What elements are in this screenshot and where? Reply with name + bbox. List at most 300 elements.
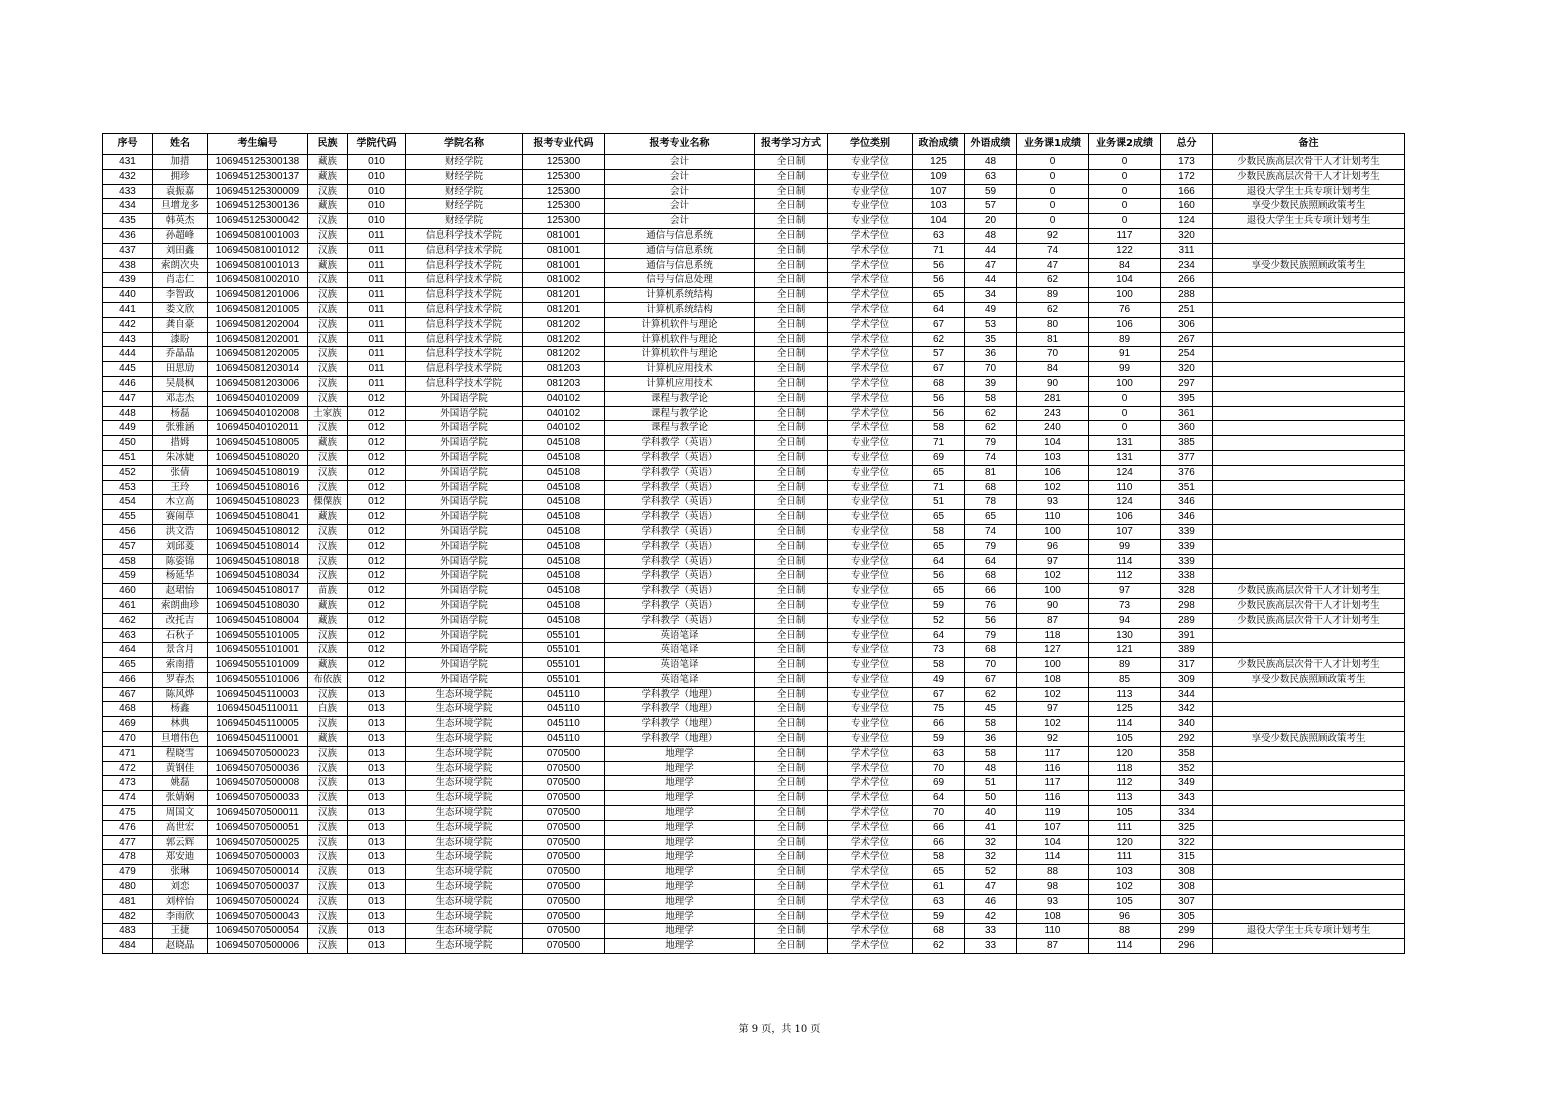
table-cell: 106945081002010 (208, 273, 308, 288)
table-row (103, 273, 1405, 288)
table-cell: 013 (348, 791, 406, 806)
table-cell: 432 (103, 169, 153, 184)
table-cell: 信息科学技术学院 (406, 302, 523, 317)
table-cell: 116 (1017, 761, 1089, 776)
table-cell: 全日制 (755, 332, 828, 347)
table-cell: 106945081202001 (208, 332, 308, 347)
table-cell: 121 (1089, 643, 1161, 658)
table-cell: 070500 (523, 746, 605, 761)
table-cell: 124 (1089, 495, 1161, 510)
table-cell: 96 (1017, 539, 1089, 554)
table-cell: 106945070500036 (208, 761, 308, 776)
table-cell: 107 (1017, 820, 1089, 835)
column-header: 学位类别 (828, 134, 913, 155)
table-cell: 106945070500054 (208, 924, 308, 939)
table-cell: 信息科学技术学院 (406, 258, 523, 273)
table-cell: 87 (1017, 613, 1089, 628)
table-cell: 英语笔译 (605, 643, 755, 658)
table-cell: 68 (913, 376, 965, 391)
table-cell: 59 (913, 909, 965, 924)
table-cell: 85 (1089, 672, 1161, 687)
table-cell: 289 (1161, 613, 1213, 628)
table-cell: 地理学 (605, 939, 755, 954)
table-cell: 281 (1017, 391, 1089, 406)
table-cell: 013 (348, 732, 406, 747)
table-cell: 张倩 (153, 465, 208, 480)
table-cell: 438 (103, 258, 153, 273)
table-cell: 71 (913, 480, 965, 495)
table-cell: 081001 (523, 243, 605, 258)
table-cell: 317 (1161, 658, 1213, 673)
table-cell: 131 (1089, 436, 1161, 451)
table-cell: 全日制 (755, 613, 828, 628)
table-cell: 通信与信息系统 (605, 228, 755, 243)
table-row (103, 672, 1405, 687)
table-cell: 汉族 (308, 865, 348, 880)
table-cell: 白族 (308, 702, 348, 717)
table-cell: 专业学位 (828, 450, 913, 465)
table-cell: 专业学位 (828, 539, 913, 554)
table-cell: 学术学位 (828, 273, 913, 288)
table-cell: 012 (348, 465, 406, 480)
table-cell: 专业学位 (828, 732, 913, 747)
table-cell: 78 (965, 495, 1017, 510)
table-cell: 会计 (605, 155, 755, 170)
table-cell: 112 (1089, 776, 1161, 791)
table-cell: 125 (913, 155, 965, 170)
table-cell: 0 (1089, 155, 1161, 170)
table-cell: 刘梓怡 (153, 894, 208, 909)
table-cell: 081202 (523, 332, 605, 347)
table-cell: 013 (348, 924, 406, 939)
table-cell: 68 (965, 480, 1017, 495)
table-cell: 外国语学院 (406, 436, 523, 451)
table-cell: 财经学院 (406, 184, 523, 199)
table-cell: 106945070500033 (208, 791, 308, 806)
column-header: 外语成绩 (965, 134, 1017, 155)
table-cell: 106 (1089, 510, 1161, 525)
table-cell: 103 (1017, 450, 1089, 465)
table-cell: 466 (103, 672, 153, 687)
table-cell: 081203 (523, 362, 605, 377)
table-cell (1213, 835, 1405, 850)
table-cell: 106945070500008 (208, 776, 308, 791)
table-cell: 汉族 (308, 687, 348, 702)
table-cell: 李智政 (153, 288, 208, 303)
table-cell: 102 (1017, 480, 1089, 495)
table-cell: 433 (103, 184, 153, 199)
table-cell: 106945125300137 (208, 169, 308, 184)
table-cell (1213, 465, 1405, 480)
table-cell: 59 (913, 732, 965, 747)
table-cell: 361 (1161, 406, 1213, 421)
table-cell: 97 (1017, 554, 1089, 569)
table-cell: 孙超峰 (153, 228, 208, 243)
table-cell: 藏族 (308, 169, 348, 184)
table-cell (1213, 302, 1405, 317)
table-cell: 0 (1017, 155, 1089, 170)
table-cell: 学科教学（英语） (605, 436, 755, 451)
table-cell: 全日制 (755, 702, 828, 717)
table-cell (1213, 376, 1405, 391)
table-row (103, 288, 1405, 303)
column-header: 姓名 (153, 134, 208, 155)
table-cell: 106945070500037 (208, 880, 308, 895)
table-cell (1213, 362, 1405, 377)
table-cell: 学科教学（地理） (605, 732, 755, 747)
table-cell: 56 (913, 258, 965, 273)
table-cell: 王捷 (153, 924, 208, 939)
table-cell: 全日制 (755, 317, 828, 332)
table-cell: 110 (1017, 924, 1089, 939)
table-cell: 462 (103, 613, 153, 628)
table-cell: 484 (103, 939, 153, 954)
table-cell: 34 (965, 288, 1017, 303)
table-cell: 88 (1017, 865, 1089, 880)
table-cell: 汉族 (308, 761, 348, 776)
table-cell: 106945055101009 (208, 658, 308, 673)
table-cell: 黄钢佳 (153, 761, 208, 776)
table-cell: 学术学位 (828, 806, 913, 821)
table-cell: 266 (1161, 273, 1213, 288)
table-cell: 338 (1161, 569, 1213, 584)
table-cell: 48 (965, 761, 1017, 776)
table-cell: 外国语学院 (406, 598, 523, 613)
table-cell: 地理学 (605, 806, 755, 821)
table-cell: 62 (965, 406, 1017, 421)
table-cell: 郑安迪 (153, 850, 208, 865)
table-cell: 45 (965, 702, 1017, 717)
table-cell: 地理学 (605, 761, 755, 776)
table-cell: 376 (1161, 465, 1213, 480)
table-cell: 63 (913, 746, 965, 761)
table-cell: 0 (1017, 169, 1089, 184)
table-cell: 学术学位 (828, 391, 913, 406)
table-cell: 学科教学（英语） (605, 569, 755, 584)
table-cell: 106945125300042 (208, 214, 308, 229)
table-cell: 68 (965, 643, 1017, 658)
table-cell: 专业学位 (828, 717, 913, 732)
table-row (103, 480, 1405, 495)
table-cell: 48 (965, 228, 1017, 243)
table-cell: 117 (1089, 228, 1161, 243)
table-cell: 专业学位 (828, 584, 913, 599)
table-cell: 外国语学院 (406, 480, 523, 495)
table-cell: 012 (348, 524, 406, 539)
table-cell: 全日制 (755, 421, 828, 436)
table-cell: 125300 (523, 199, 605, 214)
table-cell: 012 (348, 628, 406, 643)
table-cell: 63 (913, 894, 965, 909)
table-cell: 045108 (523, 584, 605, 599)
table-cell: 外国语学院 (406, 465, 523, 480)
table-cell: 012 (348, 554, 406, 569)
table-cell: 70 (1017, 347, 1089, 362)
table-row (103, 894, 1405, 909)
table-cell: 99 (1089, 539, 1161, 554)
table-cell: 040102 (523, 421, 605, 436)
table-cell: 160 (1161, 199, 1213, 214)
table-cell: 328 (1161, 584, 1213, 599)
table-cell: 102 (1089, 880, 1161, 895)
table-cell: 65 (913, 288, 965, 303)
table-cell: 114 (1089, 717, 1161, 732)
table-cell: 全日制 (755, 539, 828, 554)
column-header: 序号 (103, 134, 153, 155)
table-cell: 外国语学院 (406, 613, 523, 628)
table-cell: 468 (103, 702, 153, 717)
table-cell: 生态环境学院 (406, 791, 523, 806)
table-cell: 信息科学技术学院 (406, 243, 523, 258)
table-cell: 计算机应用技术 (605, 362, 755, 377)
table-cell: 445 (103, 362, 153, 377)
table-cell: 103 (1089, 865, 1161, 880)
table-cell: 56 (913, 406, 965, 421)
table-cell: 010 (348, 169, 406, 184)
table-cell: 106945081001013 (208, 258, 308, 273)
table-cell: 120 (1089, 835, 1161, 850)
table-row (103, 524, 1405, 539)
table-cell: 生态环境学院 (406, 702, 523, 717)
table-cell: 旦增龙多 (153, 199, 208, 214)
table-cell: 学术学位 (828, 376, 913, 391)
table-cell: 106945081201005 (208, 302, 308, 317)
table-cell: 学术学位 (828, 909, 913, 924)
table-cell: 106945045110005 (208, 717, 308, 732)
table-cell: 陈风烨 (153, 687, 208, 702)
table-cell: 125300 (523, 184, 605, 199)
table-cell: 全日制 (755, 658, 828, 673)
table-cell: 学科教学（地理） (605, 717, 755, 732)
table-row (103, 228, 1405, 243)
table-row (103, 613, 1405, 628)
table-cell: 47 (965, 880, 1017, 895)
table-cell: 全日制 (755, 687, 828, 702)
table-cell: 66 (913, 820, 965, 835)
table-cell: 汉族 (308, 909, 348, 924)
table-cell: 045110 (523, 702, 605, 717)
table-cell: 地理学 (605, 880, 755, 895)
table-cell: 学术学位 (828, 362, 913, 377)
table-cell: 447 (103, 391, 153, 406)
table-cell: 全日制 (755, 184, 828, 199)
table-cell: 汉族 (308, 184, 348, 199)
table-cell: 20 (965, 214, 1017, 229)
table-cell: 林典 (153, 717, 208, 732)
table-cell: 44 (965, 243, 1017, 258)
page-footer: 第 9 页，共 10 页 (738, 1024, 821, 1035)
table-cell: 62 (1017, 302, 1089, 317)
table-cell: 448 (103, 406, 153, 421)
table-cell: 70 (913, 806, 965, 821)
table-cell: 070500 (523, 761, 605, 776)
table-cell: 专业学位 (828, 702, 913, 717)
table-cell: 财经学院 (406, 214, 523, 229)
table-cell: 外国语学院 (406, 554, 523, 569)
table-cell: 434 (103, 199, 153, 214)
table-cell: 学术学位 (828, 302, 913, 317)
header-row (103, 134, 1405, 155)
table-cell: 446 (103, 376, 153, 391)
table-cell: 106945040102009 (208, 391, 308, 406)
table-cell: 学科教学（英语） (605, 465, 755, 480)
table-cell: 105 (1089, 806, 1161, 821)
table-cell (1213, 865, 1405, 880)
table-cell: 299 (1161, 924, 1213, 939)
table-cell: 480 (103, 880, 153, 895)
table-cell: 专业学位 (828, 510, 913, 525)
table-cell: 81 (1017, 332, 1089, 347)
table-cell: 011 (348, 347, 406, 362)
table-cell: 013 (348, 820, 406, 835)
table-cell: 汉族 (308, 628, 348, 643)
table-cell: 106945070500014 (208, 865, 308, 880)
table-cell (1213, 495, 1405, 510)
table-cell: 106945125300138 (208, 155, 308, 170)
table-cell: 045108 (523, 569, 605, 584)
table-cell: 58 (913, 850, 965, 865)
table-cell: 106945055101006 (208, 672, 308, 687)
table-cell: 汉族 (308, 524, 348, 539)
table-cell: 64 (965, 554, 1017, 569)
table-cell: 信息科学技术学院 (406, 273, 523, 288)
table-cell: 110 (1089, 480, 1161, 495)
table-cell (1213, 850, 1405, 865)
table-cell: 57 (965, 199, 1017, 214)
table-cell: 索朗曲珍 (153, 598, 208, 613)
table-cell: 全日制 (755, 228, 828, 243)
table-cell: 生态环境学院 (406, 850, 523, 865)
table-cell: 全日制 (755, 880, 828, 895)
table-cell: 全日制 (755, 214, 828, 229)
table-cell: 045110 (523, 687, 605, 702)
table-cell: 013 (348, 894, 406, 909)
table-cell: 012 (348, 539, 406, 554)
table-cell: 专业学位 (828, 598, 913, 613)
table-cell: 娄文欣 (153, 302, 208, 317)
table-cell (1213, 569, 1405, 584)
table-cell: 学术学位 (828, 746, 913, 761)
table-cell: 41 (965, 820, 1017, 835)
table-cell: 享受少数民族照顾政策考生 (1213, 199, 1405, 214)
table-cell: 学科教学（英语） (605, 480, 755, 495)
table-cell: 045108 (523, 554, 605, 569)
table-cell (1213, 243, 1405, 258)
table-cell: 51 (965, 776, 1017, 791)
table-cell: 生态环境学院 (406, 894, 523, 909)
table-cell: 生态环境学院 (406, 939, 523, 954)
table-cell: 汉族 (308, 554, 348, 569)
table-cell: 081002 (523, 273, 605, 288)
table-cell: 石秋子 (153, 628, 208, 643)
table-cell: 58 (965, 717, 1017, 732)
table-cell: 学术学位 (828, 258, 913, 273)
table-cell: 袁振嘉 (153, 184, 208, 199)
table-cell: 110 (1017, 510, 1089, 525)
table-cell: 251 (1161, 302, 1213, 317)
table-cell: 73 (913, 643, 965, 658)
table-cell: 0 (1089, 421, 1161, 436)
table-cell: 会计 (605, 169, 755, 184)
table-cell: 040102 (523, 391, 605, 406)
table-cell: 93 (1017, 495, 1089, 510)
table-cell (1213, 776, 1405, 791)
table-cell: 477 (103, 835, 153, 850)
table-cell (1213, 510, 1405, 525)
table-cell: 106945070500051 (208, 820, 308, 835)
table-cell: 013 (348, 717, 406, 732)
table-cell: 106945040102008 (208, 406, 308, 421)
table-cell: 汉族 (308, 746, 348, 761)
table-cell: 471 (103, 746, 153, 761)
table-cell: 全日制 (755, 850, 828, 865)
table-cell: 杨延华 (153, 569, 208, 584)
table-cell: 449 (103, 421, 153, 436)
table-cell: 334 (1161, 806, 1213, 821)
table-cell: 47 (1017, 258, 1089, 273)
table-cell: 010 (348, 199, 406, 214)
table-cell: 全日制 (755, 939, 828, 954)
table-cell: 44 (965, 273, 1017, 288)
table-cell: 106945045108017 (208, 584, 308, 599)
table-cell: 340 (1161, 717, 1213, 732)
table-cell: 84 (1017, 362, 1089, 377)
table-cell: 计算机系统结构 (605, 302, 755, 317)
table-cell: 84 (1089, 258, 1161, 273)
table-cell: 64 (913, 628, 965, 643)
table-cell: 56 (913, 569, 965, 584)
table-cell: 66 (965, 584, 1017, 599)
table-cell: 漆盼 (153, 332, 208, 347)
table-cell: 51 (913, 495, 965, 510)
table-cell (1213, 880, 1405, 895)
table-cell: 107 (913, 184, 965, 199)
table-cell: 106945045110011 (208, 702, 308, 717)
table-cell: 104 (1017, 436, 1089, 451)
table-cell: 全日制 (755, 391, 828, 406)
table-cell: 学术学位 (828, 228, 913, 243)
table-row (103, 169, 1405, 184)
table-cell: 013 (348, 909, 406, 924)
table-cell: 58 (913, 524, 965, 539)
table-cell: 431 (103, 155, 153, 170)
table-cell: 127 (1017, 643, 1089, 658)
table-cell: 89 (1089, 332, 1161, 347)
table-cell: 325 (1161, 820, 1213, 835)
table-cell: 454 (103, 495, 153, 510)
table-cell: 254 (1161, 347, 1213, 362)
table-cell: 专业学位 (828, 524, 913, 539)
table-cell: 藏族 (308, 258, 348, 273)
table-cell: 英语笔译 (605, 628, 755, 643)
table-cell: 学术学位 (828, 865, 913, 880)
table-cell: 459 (103, 569, 153, 584)
table-cell: 课程与教学论 (605, 406, 755, 421)
table-cell: 全日制 (755, 569, 828, 584)
table-cell (1213, 391, 1405, 406)
table-cell: 张婧娴 (153, 791, 208, 806)
table-cell: 索南措 (153, 658, 208, 673)
table-cell (1213, 687, 1405, 702)
table-cell: 专业学位 (828, 658, 913, 673)
table-cell: 少数民族高层次骨干人才计划考生 (1213, 155, 1405, 170)
table-cell: 学术学位 (828, 347, 913, 362)
table-cell: 全日制 (755, 584, 828, 599)
table-cell: 455 (103, 510, 153, 525)
table-cell: 64 (913, 791, 965, 806)
table-row (103, 495, 1405, 510)
table-cell: 296 (1161, 939, 1213, 954)
